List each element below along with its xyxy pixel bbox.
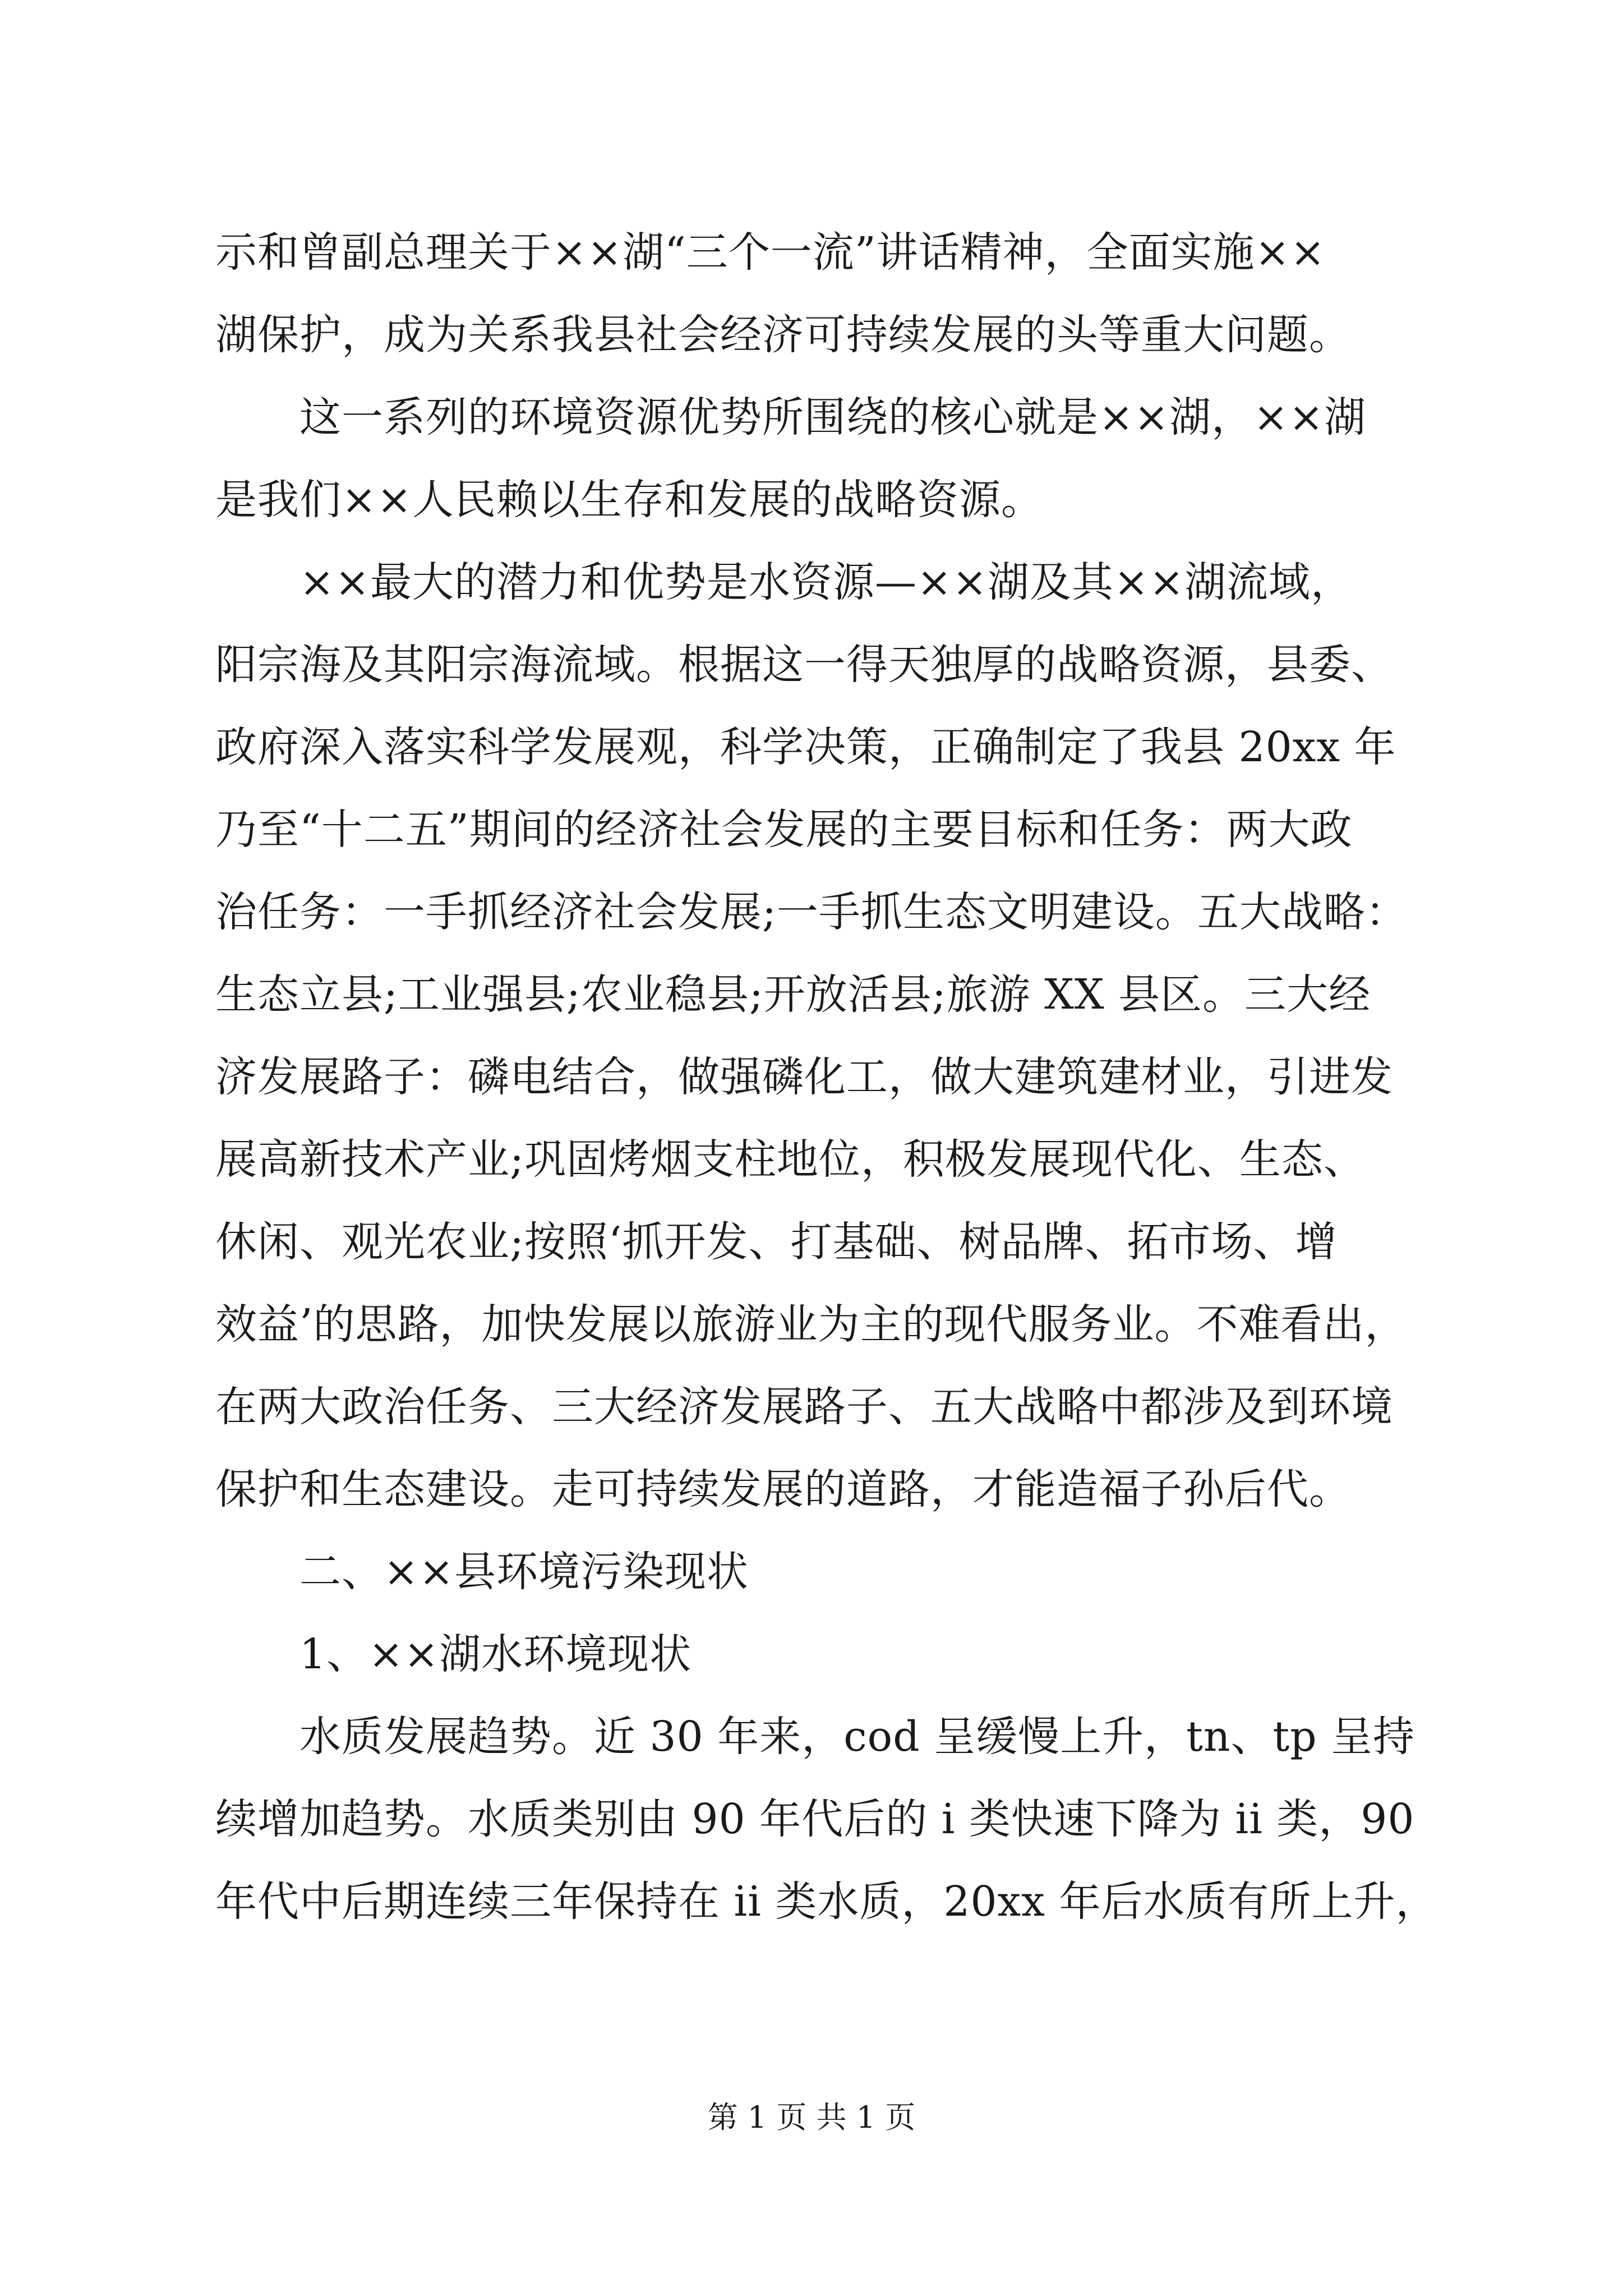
- text-line: ××最大的潜力和优势是水资源—××湖及其××湖流域，: [215, 558, 1353, 606]
- text-line: 续增加趋势。水质类别由 90 年代后的 i 类快速下降为 ii 类，90: [215, 1795, 1415, 1843]
- text-line: 保护和生态建设。走可持续发展的道路，才能造福子孙后代。: [215, 1465, 1351, 1513]
- text-line: 治任务：一手抓经济社会发展;一手抓生态文明建设。五大战略：: [215, 888, 1408, 936]
- text-line: 水质发展趋势。近 30 年来，cod 呈缓慢上升，tn、tp 呈持: [215, 1713, 1415, 1761]
- text-line: 乃至“十二五”期间的经济社会发展的主要目标和任务：两大政: [215, 806, 1353, 854]
- text-line: 阳宗海及其阳宗海流域。根据这一得天独厚的战略资源，县委、: [215, 641, 1393, 689]
- page-footer: 第 1 页 共 1 页: [707, 2100, 916, 2135]
- text-line: 在两大政治任务、三大经济发展路子、五大战略中都涉及到环境: [215, 1383, 1393, 1431]
- subsection-heading: 1、××湖水环境现状: [215, 1630, 692, 1678]
- text-line: 是我们××人民赖以生存和发展的战略资源。: [215, 476, 1044, 524]
- text-line: 济发展路子：磷电结合，做强磷化工，做大建筑建材业，引进发: [215, 1053, 1393, 1101]
- text-line: 政府深入落实科学发展观，科学决策，正确制定了我县 20xx 年: [215, 723, 1396, 771]
- text-line: 示和曾副总理关于××湖“三个一流”讲话精神，全面实施××: [215, 228, 1326, 277]
- text-line: 生态立县;工业强县;农业稳县;开放活县;旅游 XX 县区。三大经: [215, 970, 1371, 1019]
- text-line: 年代中后期连续三年保持在 ii 类水质，20xx 年后水质有所上升，: [215, 1878, 1438, 1926]
- text-line: 效益’的思路，加快发展以旅游业为主的现代服务业。不难看出，: [215, 1300, 1407, 1349]
- section-heading: 二、××县环境污染现状: [215, 1548, 749, 1596]
- text-line: 这一系列的环境资源优势所围绕的核心就是××湖，××湖: [215, 393, 1367, 441]
- text-line: 展高新技术产业;巩固烤烟支柱地位，积极发展现代化、生态、: [215, 1135, 1366, 1184]
- text-line: 湖保护，成为关系我县社会经济可持续发展的头等重大问题。: [215, 311, 1351, 359]
- text-line: 休闲、观光农业;按照‘抓开发、打基础、树品牌、拓市场、增: [215, 1218, 1338, 1266]
